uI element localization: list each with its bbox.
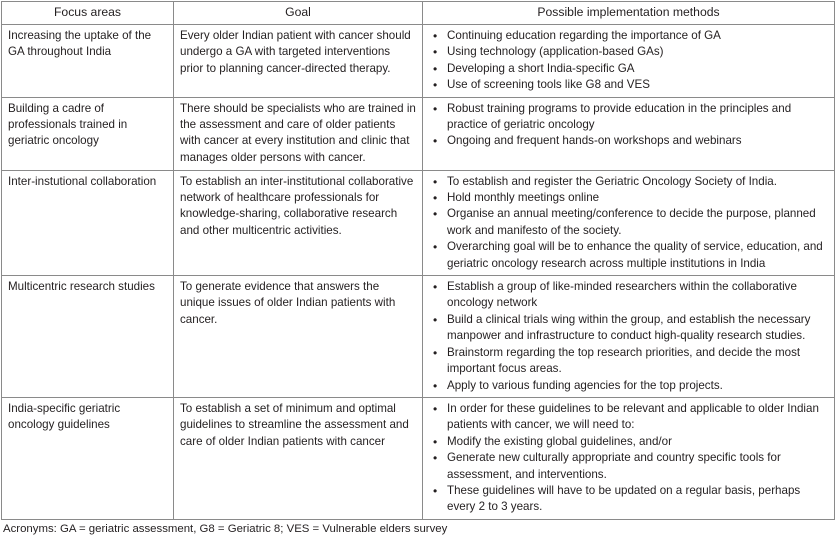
methods-cell: [423, 170, 835, 275]
methods-cell: [423, 25, 835, 98]
list-item: • Hold monthly meetings online: [447, 190, 828, 206]
table-row: [2, 25, 835, 98]
list-item: • Overarching goal will be to enhance the quality of service, education, and geriatric oncology research across multiple institutions in India: [447, 239, 828, 272]
list-item: • Using technology (application-based GAs): [447, 44, 828, 60]
list-item: • Organise an annual meeting/conference to decide the purpose, planned work and manifesto of the society.: [447, 206, 828, 239]
list-item: • These guidelines will have to be updated on a regular basis, perhaps every 2 to 3 years.: [447, 483, 828, 516]
list-item: • To establish and register the Geriatric Oncology Society of India.: [447, 174, 828, 190]
list-item: • In order for these guidelines to be relevant and applicable to older Indian patients with cancer, we will need to:: [447, 401, 828, 434]
acronyms-footnote: Acronyms: GA = geriatric assessment, G8 = Geriatric 8; VES = Vulnerable elders survey: [3, 523, 448, 535]
list-item: • Build a clinical trials wing within the group, and establish the necessary manpower and infrastructure to conduct high-quality research studies.: [447, 312, 828, 345]
list-item: • Apply to various funding agencies for the top projects.: [447, 378, 828, 394]
header-goal: Goal: [174, 2, 423, 25]
goal-cell: To establish an inter-institutional collaborative network of healthcare professionals for knowledge-sharing, collaborative research and other multicentric activities.: [174, 170, 423, 275]
list-item: • Continuing education regarding the importance of GA: [447, 28, 828, 44]
table-row: [2, 97, 835, 170]
table-row: [2, 397, 835, 519]
methods-list: [429, 28, 828, 94]
methods-list: [429, 101, 828, 150]
list-item: • Ongoing and frequent hands-on workshops and webinars: [447, 133, 828, 149]
focus-cell: India-specific geriatric oncology guidelines: [2, 397, 174, 519]
list-item: • Use of screening tools like G8 and VES: [447, 77, 828, 93]
goal-cell: There should be specialists who are trained in the assessment and care of older patients with cancer at every institution and clinic that manages older persons with cancer.: [174, 97, 423, 170]
focus-areas-table: [1, 1, 835, 520]
list-item: • Developing a short India-specific GA: [447, 61, 828, 77]
list-item: • Establish a group of like-minded researchers within the collaborative oncology network: [447, 279, 828, 312]
table-row: [2, 170, 835, 275]
table-row: [2, 276, 835, 398]
list-item: • Robust training programs to provide education in the principles and practice of geriatric oncology: [447, 101, 828, 134]
goal-cell: To establish a set of minimum and optimal guidelines to streamline the assessment and care of older Indian patients with cancer: [174, 397, 423, 519]
methods-cell: [423, 397, 835, 519]
list-item: • Modify the existing global guidelines, and/or: [447, 434, 828, 450]
focus-cell: Building a cadre of professionals trained in geriatric oncology: [2, 97, 174, 170]
header-row: [2, 2, 835, 25]
list-item: • Generate new culturally appropriate and country specific tools for assessment, and interventions.: [447, 450, 828, 483]
methods-list: [429, 401, 828, 516]
methods-cell: [423, 276, 835, 398]
focus-cell: Multicentric research studies: [2, 276, 174, 398]
methods-cell: [423, 97, 835, 170]
goal-cell: Every older Indian patient with cancer should undergo a GA with targeted interventions prior to planning cancer-directed therapy.: [174, 25, 423, 98]
focus-cell: Inter-instutional collaboration: [2, 170, 174, 275]
focus-cell: Increasing the uptake of the GA throughout India: [2, 25, 174, 98]
methods-list: [429, 174, 828, 272]
goal-cell: To generate evidence that answers the unique issues of older Indian patients with cancer.: [174, 276, 423, 398]
header-implementation-methods: Possible implementation methods: [423, 2, 835, 25]
list-item: • Brainstorm regarding the top research priorities, and decide the most important focus areas.: [447, 345, 828, 378]
header-focus-areas: Focus areas: [2, 2, 174, 25]
methods-list: [429, 279, 828, 394]
